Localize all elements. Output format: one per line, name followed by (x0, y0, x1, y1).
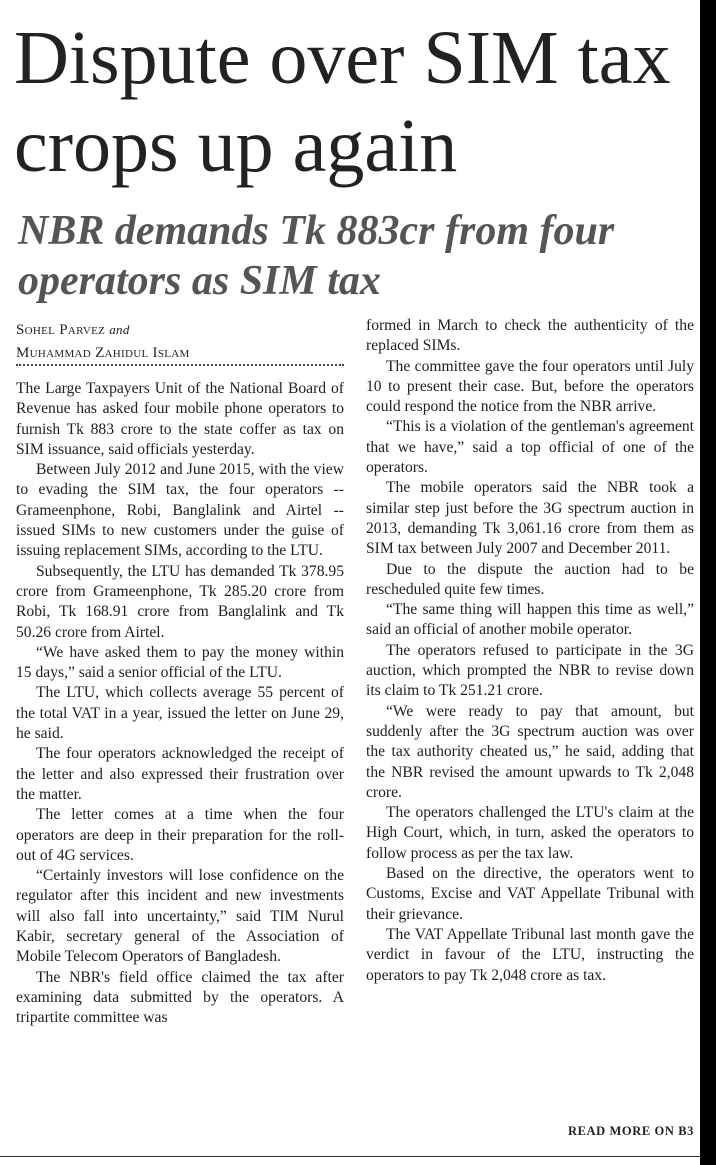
paragraph: Due to the dispute the auction had to be rescheduled quite few times. (366, 560, 694, 598)
subheadline: NBR demands Tk 883cr from four operators as SIM tax (18, 208, 615, 304)
paragraph: The committee gave the four operators until July 10 to present their case. But, before the operators could respond the notice from the NBR arrive. (366, 357, 694, 416)
byline-divider (16, 364, 344, 366)
paragraph: The operators challenged the LTU's claim at the High Court, which, in turn, asked the operators to follow process as per the tax law. (366, 804, 694, 862)
paragraph: The letter comes at a time when the four operators are deep in their preparation for the roll-out of 4G services. (16, 806, 344, 864)
paragraph: “We were ready to pay that amount, but suddenly after the 3G spectrum auction was over the tax authority cheated us,” he said, adding that the NBR revised the amount upwards to Tk 2,048 crore. (366, 702, 694, 801)
headline: Dispute over SIM tax crops up again (14, 16, 671, 188)
paragraph: Between July 2012 and June 2015, with the view to evading the SIM tax, the four operators -- Grameenphone, Robi, Banglalink and Airtel -- issued SIMs to new customers under the guise of issuing replacement SIMs, according to the LTU. (16, 461, 344, 560)
paragraph: The VAT Appellate Tribunal last month gave the verdict in favour of the LTU, instructing the operators to pay Tk 2,048 crore as tax. (366, 925, 694, 984)
page-edge-bar (700, 0, 716, 1165)
paragraph: The NBR's field office claimed the tax after examining data submitted by the operators. A tripartite committee was (16, 968, 344, 1027)
paragraph: “This is a violation of the gentleman's agreement that we have,” said a top official of one of the operators. (366, 418, 694, 477)
paragraph: Based on the directive, the operators went to Customs, Excise and VAT Appellate Tribunal with their grievance. (366, 865, 694, 923)
article-column-1 (16, 379, 344, 1029)
paragraph: The LTU, which collects average 55 percent of the total VAT in a year, issued the letter on June 29, he said. (16, 684, 344, 743)
article-column-2 (366, 316, 694, 986)
byline-conjunction: and (109, 322, 130, 337)
read-more-link[interactable]: READ MORE ON B3 (567, 1124, 694, 1138)
bottom-rule (0, 1156, 700, 1157)
paragraph-continued: formed in March to check the authenticity of the replaced SIMs. (366, 317, 694, 355)
paragraph: The Large Taxpayers Unit of the National Board of Revenue has asked four mobile phone operators to furnish Tk 883 crore to the state coffer as tax on SIM issuance, said officials yesterday. (16, 380, 344, 458)
byline-author-2: Muhammad Zahidul Islam (16, 345, 190, 361)
paragraph: The mobile operators said the NBR took a similar step just before the 3G spectrum auction in 2013, demanding Tk 3,061.16 crore from them as SIM tax between July 2007 and December 2011. (366, 479, 694, 558)
paragraph: The four operators acknowledged the receipt of the letter and also expressed their frustration over the matter. (16, 745, 344, 803)
byline-author-1: Sohel Parvez (16, 322, 106, 338)
paragraph: “Certainly investors will lose confidence on the regulator after this incident and new investments will also fall into uncertainty,” said TIM Nurul Kabir, secretary general of the Association of Mobile Telecom Operators of Bangladesh. (16, 867, 344, 966)
paragraph: “We have asked them to pay the money within 15 days,” said a senior official of the LTU. (16, 643, 344, 682)
byline (16, 318, 346, 365)
paragraph: The operators refused to participate in the 3G auction, which prompted the NBR to revise down its claim to Tk 251.21 crore. (366, 641, 694, 700)
paragraph: “The same thing will happen this time as well,” said an official of another mobile operator. (366, 601, 694, 639)
paragraph: Subsequently, the LTU has demanded Tk 378.95 crore from Grameenphone, Tk 285.20 crore from Robi, Tk 168.91 crore from Banglalink and Tk 50.26 crore from Airtel. (16, 562, 344, 641)
